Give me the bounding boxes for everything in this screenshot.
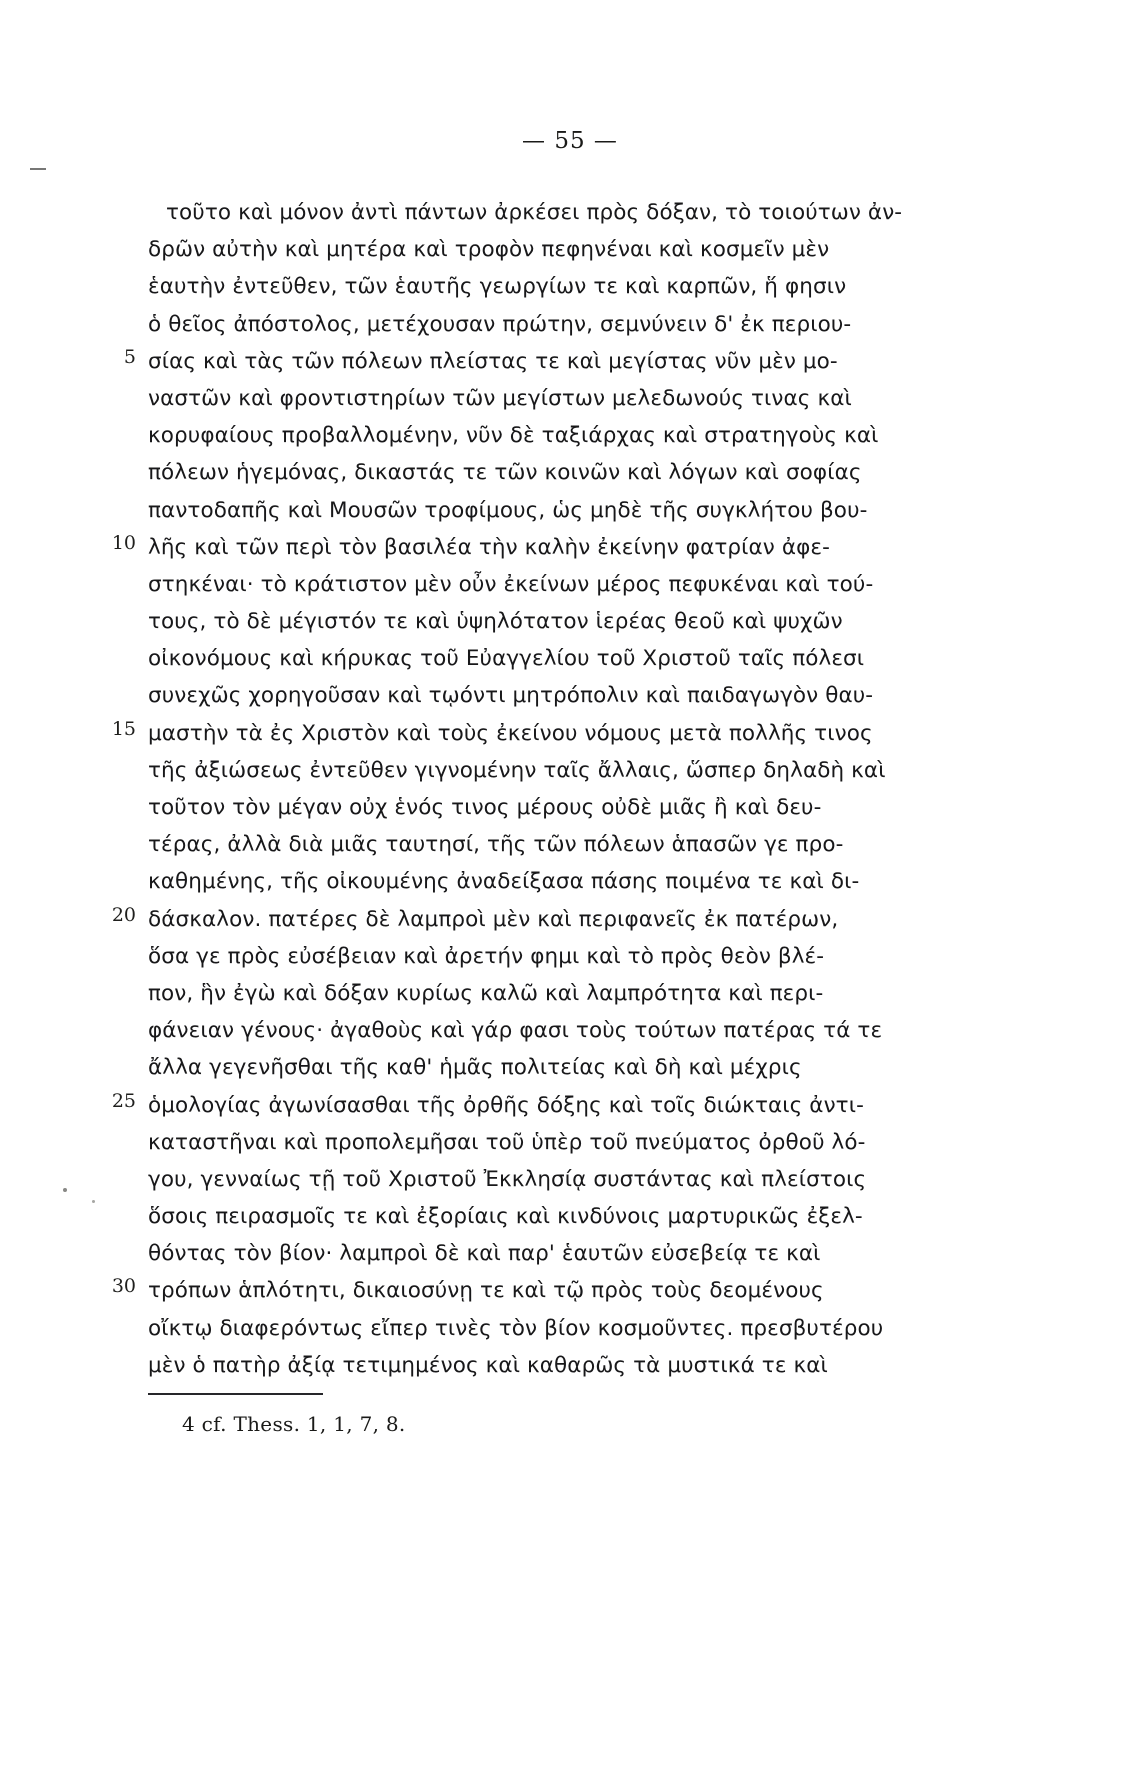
text-line [148,1049,988,1086]
text-line [148,938,988,975]
text-line [148,603,988,640]
line-content: ὅσοις πειρασμοῖς τε καὶ ἐξορίαις καὶ κινδύνοις μαρτυρικῶς ἐξελ- [148,1204,863,1230]
text-line [148,306,988,343]
text-line [148,826,988,863]
text-line [148,863,988,900]
text-line [111,901,988,938]
line-content: τοῦτο καὶ μόνον ἀντὶ πάντων ἀρκέσει πρὸς δόξαν, τὸ τοιούτων ἀν- [166,200,903,225]
line-number: 25 [111,1089,136,1112]
line-content: σίας καὶ τὰς τῶν πόλεων πλείστας τε καὶ μεγίστας νῦν μὲν μο- [148,348,838,374]
text-line [148,566,988,603]
line-content: δρῶν αὐτὴν καὶ μητέρα καὶ τροφὸν πεφηνέναι καὶ κοσμεῖν μὲν [148,237,830,263]
line-content: οἰκονόμους καὶ κήρυκας τοῦ Εὐαγγελίου τοῦ Χριστοῦ ταῖς πόλεσι [148,646,865,672]
line-content: ὁ θεῖος ἀπόστολος, μετέχουσαν πρώτην, σεμνύνειν δ' ἐκ περιου- [148,311,852,337]
line-content: μὲν ὁ πατὴρ ἀξίᾳ τετιμημένος καὶ καθαρῶς τὰ μυστικά τε καὶ [148,1352,828,1378]
line-content: μαστὴν τὰ ἐς Χριστὸν καὶ τοὺς ἐκείνου νόμους μετὰ πολλῆς τινος [148,720,873,746]
text-line [148,1198,988,1235]
line-content: λῆς καὶ τῶν περὶ τὸν βασιλέα τὴν καλὴν ἐκείνην φατρίαν ἀφε- [148,534,830,560]
line-content: θόντας τὸν βίον· λαμπροὶ δὲ καὶ παρ' ἑαυτῶν εὐσεβείᾳ τε καὶ [148,1241,821,1267]
line-content: ὅσα γε πρὸς εὐσέβειαν καὶ ἀρετήν φημι καὶ τὸ πρὸς θεὸν βλέ- [148,943,825,969]
scan-artifact-dash [30,168,46,170]
text-line [148,1012,988,1049]
text-line [148,1124,988,1161]
line-content: ἄλλα γεγενῆσθαι τῆς καθ' ἡμᾶς πολιτείας καὶ δὴ καὶ μέχρις [148,1055,802,1081]
text-line [148,454,988,491]
text-line [148,268,988,305]
line-content: ἑαυτὴν ἐντεῦθεν, τῶν ἑαυτῆς γεωργίων τε καὶ καρπῶν, ἥ φησιν [148,274,847,300]
text-line [148,194,988,231]
footnote-text: 4 cf. Thess. 1, 1, 7, 8. [182,1412,406,1436]
text-line [111,715,988,752]
text-line [148,752,988,789]
text-line [148,640,988,677]
page-number-header: — 55 — [522,128,618,154]
line-number: 5 [123,345,136,368]
line-content: κορυφαίους προβαλλομένην, νῦν δὲ ταξιάρχας καὶ στρατηγοὺς καὶ [148,423,879,449]
body-text [111,194,988,1384]
text-line [148,1347,988,1384]
line-content: παντοδαπῆς καὶ Μουσῶν τροφίμους, ὡς μηδὲ τῆς συγκλήτου βου- [148,497,868,523]
line-content: οἴκτῳ διαφερόντως εἴπερ τινὲς τὸν βίον κοσμοῦντες. πρεσβυτέρου [148,1315,884,1341]
line-number: 15 [111,717,136,740]
text-line [111,1087,988,1124]
line-content: γου, γενναίως τῇ τοῦ Χριστοῦ Ἐκκλησίᾳ συστάντας καὶ πλείστοις [148,1166,867,1192]
text-line [148,1235,988,1272]
text-line [148,677,988,714]
text-line [111,529,988,566]
text-line [148,417,988,454]
text-line [111,1272,988,1309]
line-content: φάνειαν γένους· ἀγαθοὺς καὶ γάρ φασι τοὺς τούτων πατέρας τά τε [148,1018,883,1044]
line-number: 20 [111,903,136,926]
scan-artifact-dot-secondary [92,1200,95,1203]
line-content: τρόπων ἁπλότητι, δικαιοσύνῃ τε καὶ τῷ πρὸς τοὺς δεομένους [148,1278,824,1304]
line-content: καταστῆναι καὶ προπολεμῆσαι τοῦ ὑπὲρ τοῦ πνεύματος ὀρθοῦ λό- [148,1129,866,1155]
line-number: 10 [111,531,136,554]
line-content: τοῦτον τὸν μέγαν οὐχ ἑνός τινος μέρους οὐδὲ μιᾶς ἢ καὶ δευ- [148,795,822,820]
line-content: καθημένης, τῆς οἰκουμένης ἀναδείξασα πάσης ποιμένα τε καὶ δι- [148,869,860,895]
line-number: 30 [111,1275,136,1298]
text-line [148,789,988,826]
line-content: συνεχῶς χορηγοῦσαν καὶ τῳόντι μητρόπολιν καὶ παιδαγωγὸν θαυ- [148,683,874,709]
text-line [148,1310,988,1347]
line-content: πον, ἣν ἐγὼ καὶ δόξαν κυρίως καλῶ καὶ λαμπρότητα καὶ περι- [148,980,824,1006]
text-line [148,492,988,529]
line-content: δάσκαλον. πατέρες δὲ λαμπροὶ μὲν καὶ περιφανεῖς ἐκ πατέρων, [148,906,839,932]
line-content: ὁμολογίας ἀγωνίσασθαι τῆς ὀρθῆς δόξης καὶ τοῖς διώκταις ἀντι- [148,1092,864,1118]
text-line [148,231,988,268]
line-content: πόλεων ἡγεμόνας, δικαστάς τε τῶν κοινῶν καὶ λόγων καὶ σοφίας [148,460,862,486]
footnote-separator [148,1393,323,1395]
text-line [148,380,988,417]
line-content: ναστῶν καὶ φροντιστηρίων τῶν μεγίστων μελεδωνούς τινας καὶ [148,385,852,411]
text-line [148,975,988,1012]
text-line [148,1161,988,1198]
scan-artifact-dot [63,1188,67,1192]
text-line [123,343,988,380]
line-content: τους, τὸ δὲ μέγιστόν τε καὶ ὑψηλότατον ἱερέας θεοῦ καὶ ψυχῶν [148,609,843,635]
line-content: στηκέναι· τὸ κράτιστον μὲν οὖν ἐκείνων μέρος πεφυκέναι καὶ τού- [148,571,874,597]
line-content: τῆς ἀξιώσεως ἐντεῦθεν γιγνομένην ταῖς ἄλλαις, ὥσπερ δηλαδὴ καὶ [148,757,886,783]
line-content: τέρας, ἀλλὰ διὰ μιᾶς ταυτησί, τῆς τῶν πόλεων ἁπασῶν γε προ- [148,832,844,858]
